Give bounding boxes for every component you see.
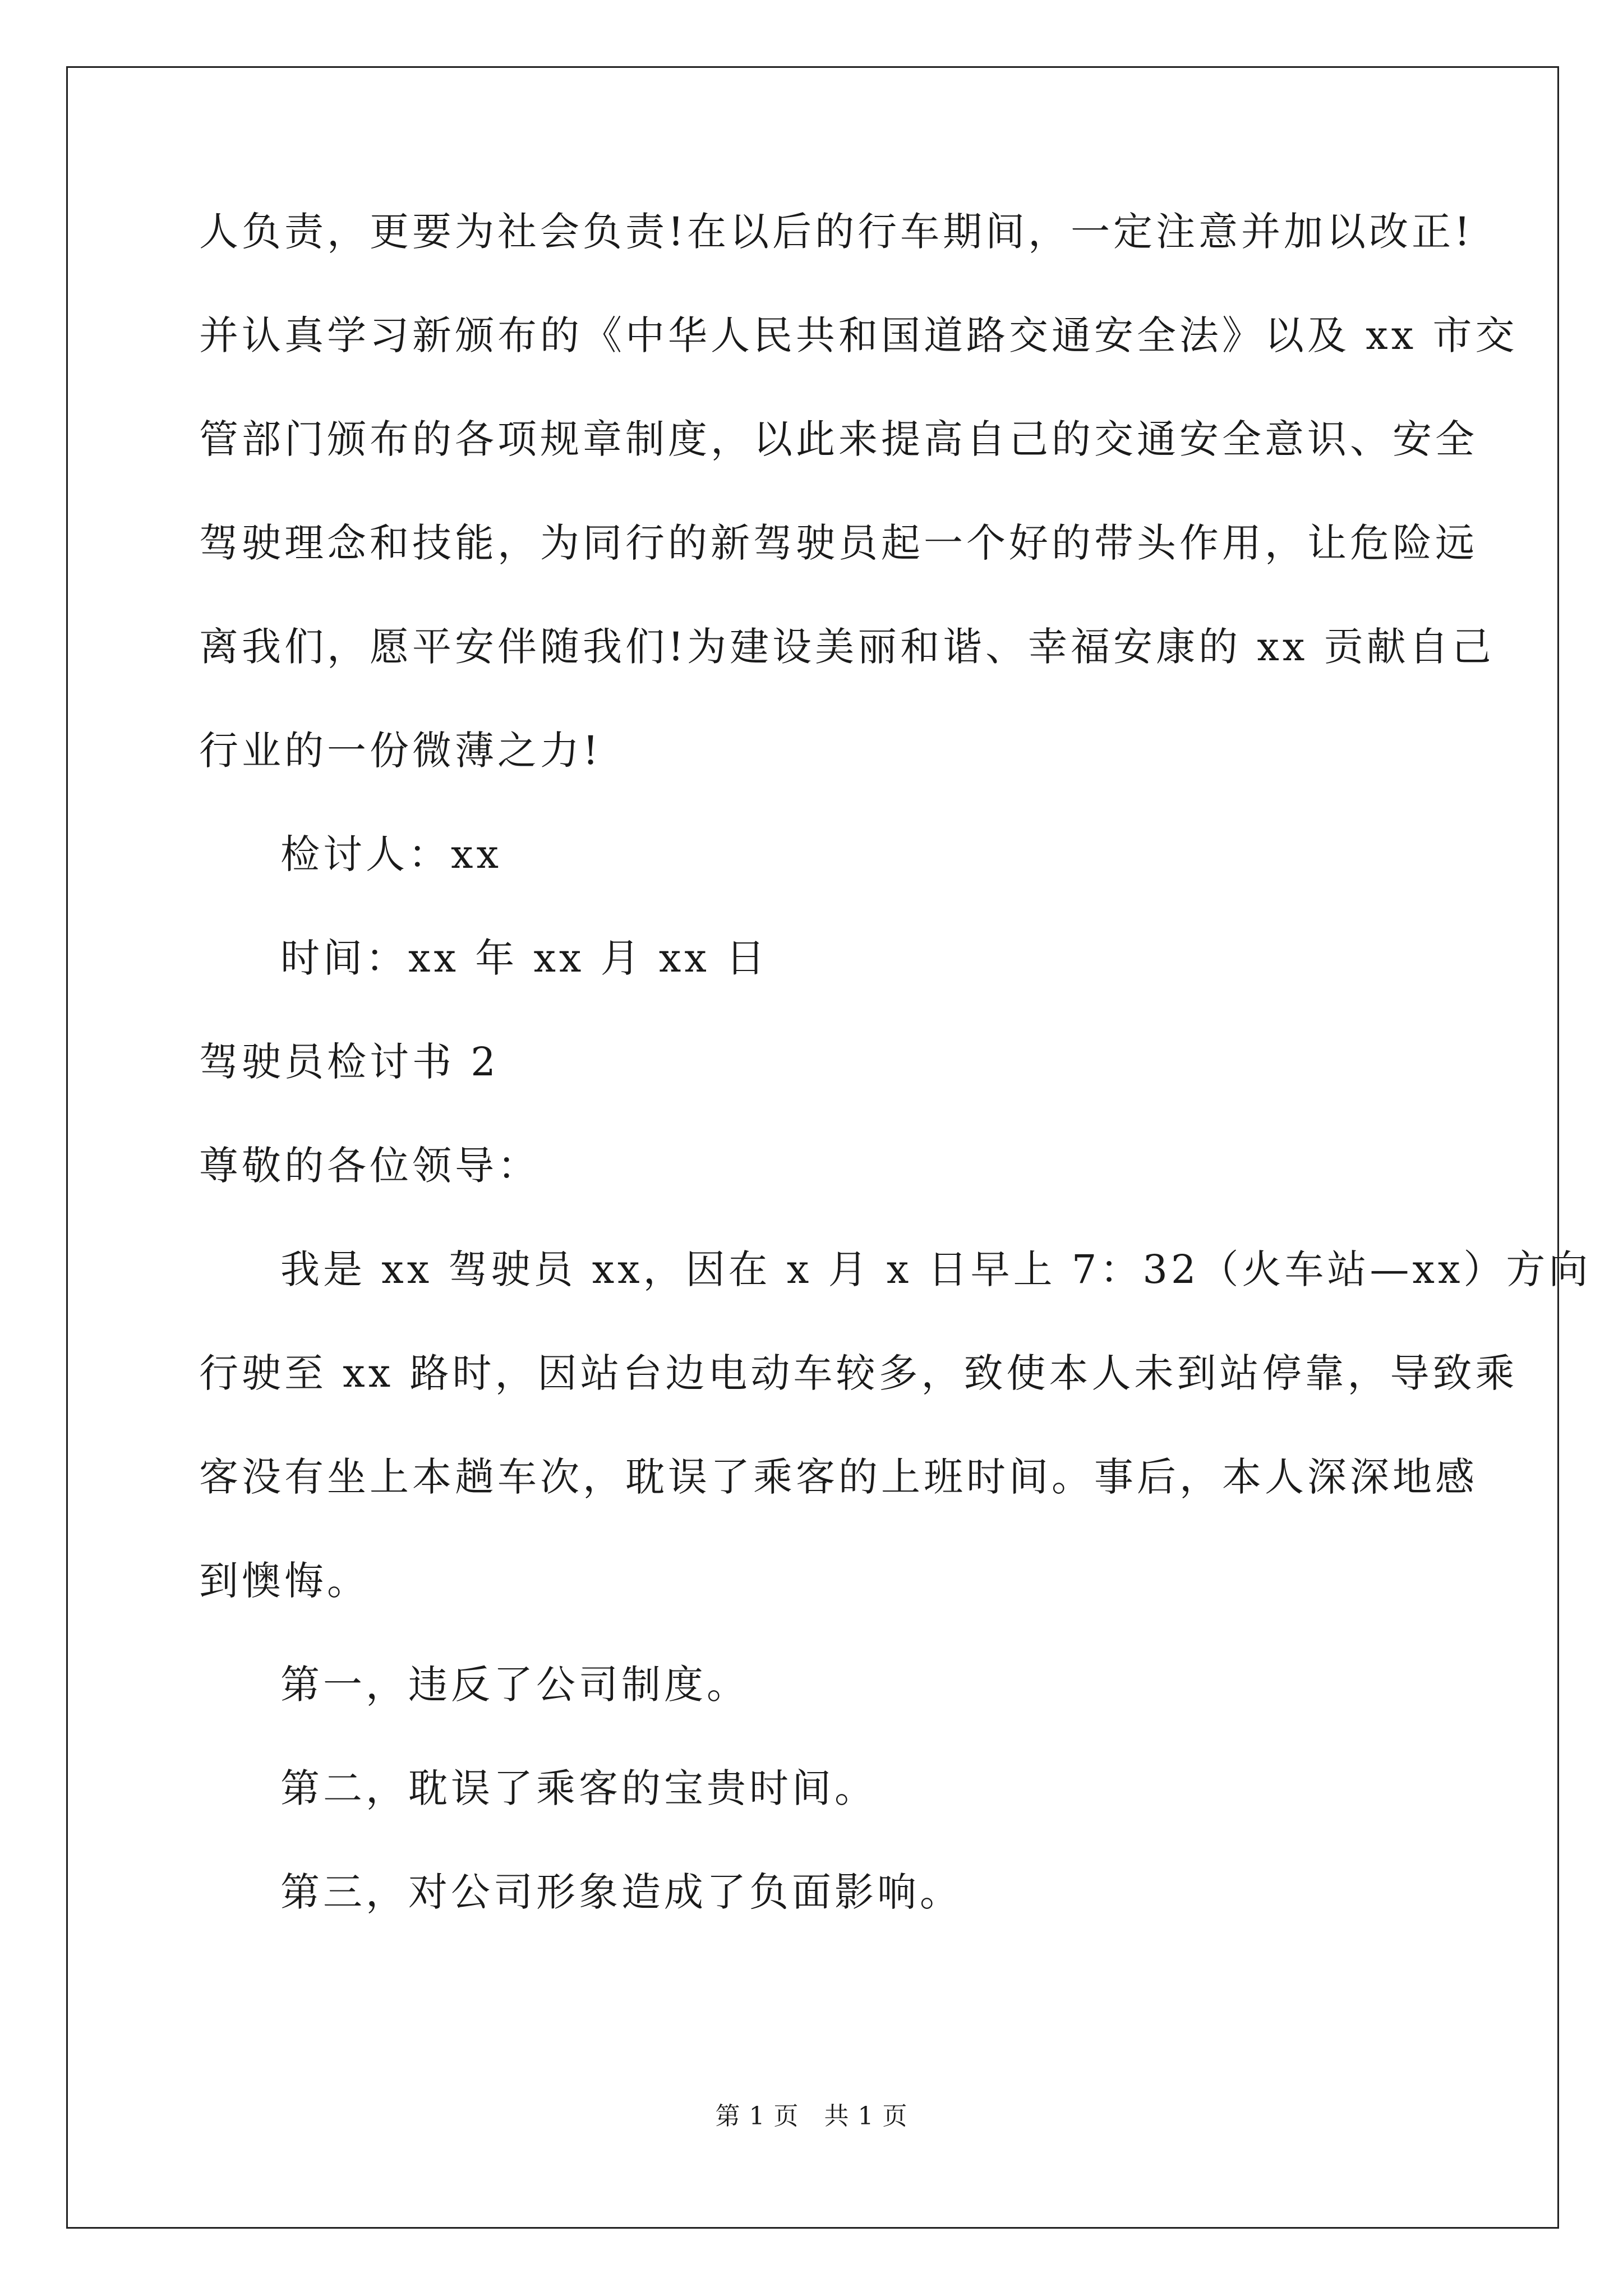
- paragraph-line: 并认真学习新颁布的《中华人民共和国道路交通安全法》以及 xx 市交: [199, 312, 1518, 358]
- list-item: 第二，耽误了乘客的宝贵时间。: [280, 1765, 877, 1811]
- paragraph-line: 人负责，更要为社会负责!在以后的行车期间，一定注意并加以改正!: [199, 209, 1474, 255]
- date-line: 时间：xx 年 xx 月 xx 日: [280, 935, 769, 981]
- paragraph-line: 我是 xx 驾驶员 xx，因在 x 月 x 日早上 7：32（火车站—xx）方向: [280, 1246, 1592, 1292]
- list-item: 第三，对公司形象造成了负面影响。: [280, 1869, 962, 1915]
- paragraph-line: 离我们，愿平安伴随我们!为建设美丽和谐、幸福安康的 xx 贡献自己: [199, 624, 1495, 670]
- paragraph-line: 管部门颁布的各项规章制度，以此来提高自己的交通安全意识、安全: [199, 416, 1478, 462]
- salutation: 尊敬的各位领导：: [199, 1143, 540, 1189]
- reviewer-signature: 检讨人：xx: [280, 831, 502, 877]
- page-number-footer: 第 1 页 共 1 页: [715, 2102, 908, 2131]
- paragraph-line: 到懊悔。: [199, 1558, 370, 1604]
- paragraph-line: 行业的一份微薄之力!: [199, 728, 602, 774]
- list-item: 第一，违反了公司制度。: [280, 1662, 749, 1708]
- paragraph-line: 行驶至 xx 路时，因站台边电动车较多，致使本人未到站停靠，导致乘: [199, 1350, 1518, 1396]
- paragraph-line: 客没有坐上本趟车次，耽误了乘客的上班时间。事后，本人深深地感: [199, 1454, 1478, 1500]
- section-title: 驾驶员检讨书 2: [199, 1039, 499, 1085]
- paragraph-line: 驾驶理念和技能，为同行的新驾驶员起一个好的带头作用，让危险远: [199, 520, 1478, 566]
